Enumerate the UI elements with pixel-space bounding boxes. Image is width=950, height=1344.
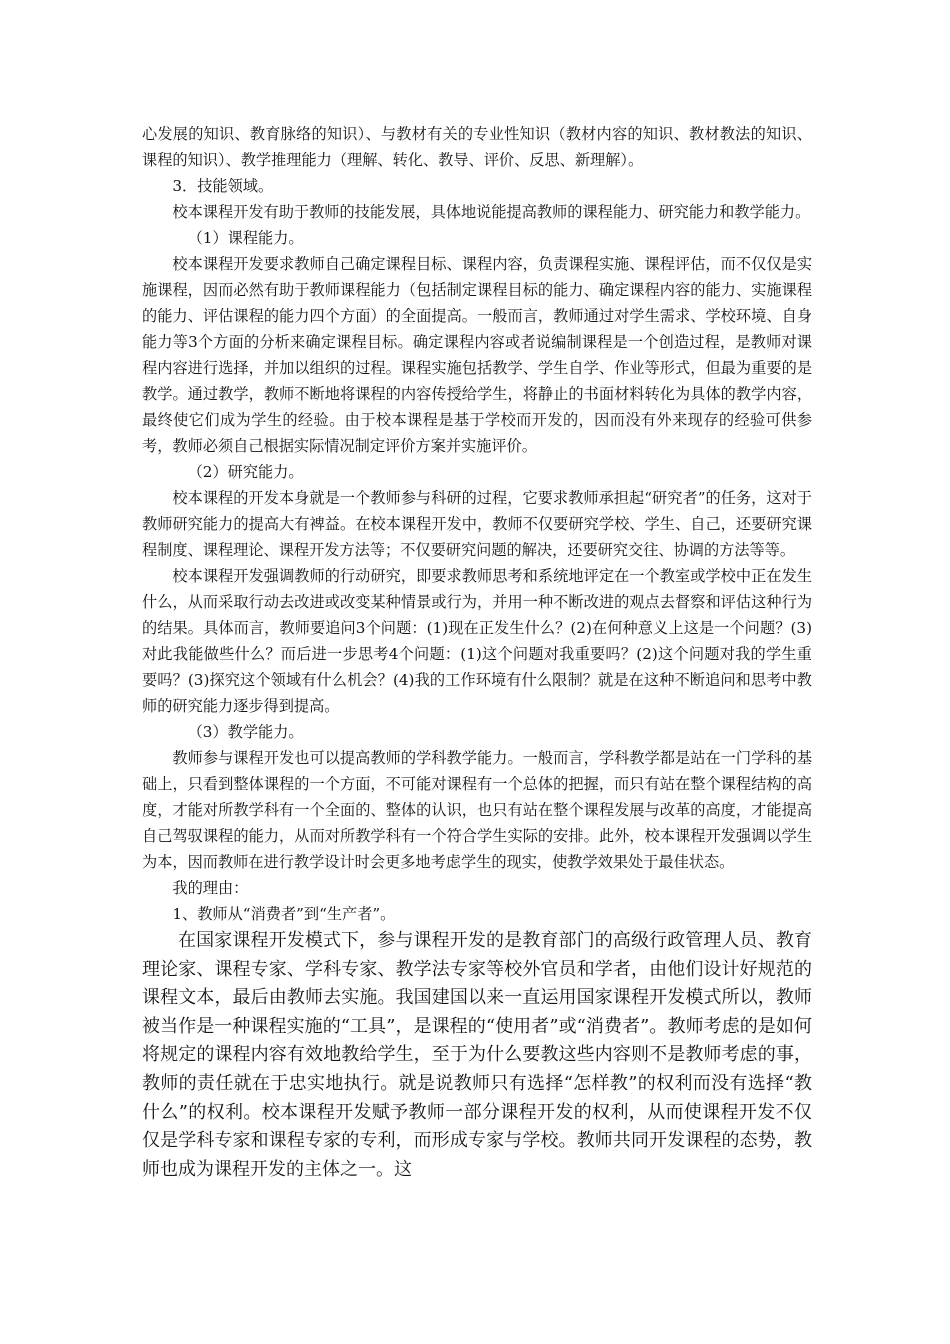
paragraph: 校本课程开发要求教师自己确定课程目标、课程内容，负责课程实施、课程评估，而不仅仅是实施课程，因而必然有助于教师课程能力（包括制定课程目标的能力、确定课程内容的能力、实施课程的能力、评估课程的能力四个方面）的全面提高。一般而言，教师通过对学生需求、学校环境、自身能力等3个方面的分析来确定课程目标。确定课程内容或者说编制课程是一个创造过程，是教师对课程内容进行选择，并加以组织的过程。课程实施包括教学、学生自学、作业等形式，但最为重要的是教学。通过教学，教师不断地将课程的内容传授给学生，将静止的书面材料转化为具体的教学内容，最终使它们成为学生的经验。由于校本课程是基于学校而开发的，因而没有外来现存的经验可供参考，教师必须自己根据实际情况制定评价方案并实施评价。: [142, 255, 812, 455]
paragraph-large: 在国家课程开发模式下，参与课程开发的是教育部门的高级行政管理人员、教育理论家、课程专家、学科专家、教学法专家等校外官员和学者，由他们设计好规范的课程文本，最后由教师去实施。我国建国以来一直运用国家课程开发模式所以，教师被当作是一种课程实施的“工具”，是课程的“使用者”或“消费者”。教师考虑的是如何将规定的课程内容有效地教给学生，至于为什么要教这些内容则不是教师考虑的事，教师的责任就在于忠实地执行。就是说教师只有选择“怎样教”的权利而没有选择“教什么”的权利。校本课程开发赋予教师一部分课程开发的权利，从而使课程开发不仅仅是学科专家和课程专家的专利，而形成专家与学校。教师共同开发课程的态势，教师也成为课程开发的主体之一。这: [142, 930, 812, 1180]
paragraph: 校本课程的开发本身就是一个教师参与科研的过程，它要求教师承担起“研究者”的任务，这对于教师研究能力的提高大有裨益。在校本课程开发中，教师不仅要研究学校、学生、自己，还要研究课程制度、课程理论、课程开发方法等；不仅要研究问题的解决，还要研究交往、协调的方法等等。: [142, 489, 812, 559]
paragraph: 校本课程开发强调教师的行动研究，即要求教师思考和系统地评定在一个教室或学校中正在发生什么，从而采取行动去改进或改变某种情景或行为，并用一种不断改进的观点去督察和评估这种行为的结果。具体而言，教师要追问3个问题：(1)现在正发生什么？(2)在何种意义上这是一个问题？(3)对此我能做些什么？而后进一步思考4个问题：(1)这个问题对我重要吗？(2)这个问题对我的学生重要吗？(3)探究这个领域有什么机会？(4)我的工作环境有什么限制？就是在这种不断追问和思考中教师的研究能力逐步得到提高。: [142, 567, 812, 715]
subsection-heading: （3）教学能力。: [187, 723, 304, 741]
paragraph: 校本课程开发有助于教师的技能发展，具体地说能提高教师的课程能力、研究能力和教学能力。: [172, 203, 811, 221]
subsection-heading: （1）课程能力。: [187, 229, 304, 247]
paragraph: 教师参与课程开发也可以提高教师的学科教学能力。一般而言，学科教学都是站在一门学科的基础上，只看到整体课程的一个方面，不可能对课程有一个总体的把握，而只有站在整个课程结构的高度，才能对所教学科有一个全面的、整体的认识，也只有站在整个课程发展与改革的高度，才能提高自己驾驭课程的能力，从而对所教学科有一个符合学生实际的安排。此外，校本课程开发强调以学生为本，因而教师在进行教学设计时会更多地考虑学生的现实，使教学效果处于最佳状态。: [142, 749, 812, 871]
document-body: [142, 121, 812, 1184]
reason-heading: 我的理由：: [172, 879, 249, 897]
subsection-heading: （2）研究能力。: [187, 463, 304, 481]
paragraph: 心发展的知识、教育脉络的知识）、与教材有关的专业性知识（教材内容的知识、教材教法的知识、课程的知识）、教学推理能力（理解、转化、教导、评价、反思、新理解）。: [142, 125, 812, 169]
reason-item-heading: 1、教师从“消费者”到“生产者”。: [172, 905, 396, 923]
section-heading: 3．技能领域。: [172, 177, 274, 195]
